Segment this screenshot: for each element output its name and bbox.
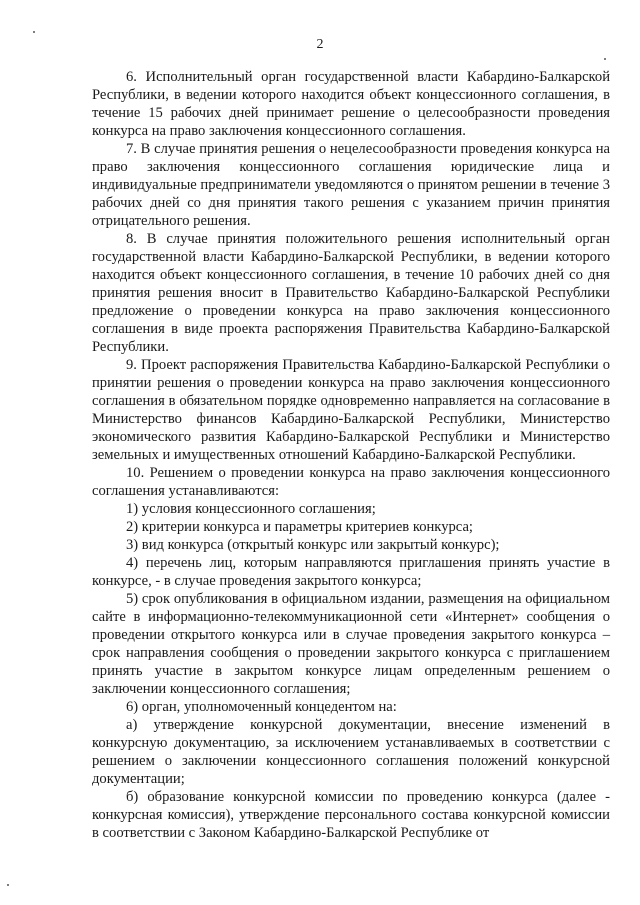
sub-item-b: б) образование конкурсной комиссии по проведению конкурса (далее - конкурсная комиссия), утверждение персонального состава конкурсной комиссии в соответствии с Законом Кабардино-Балкарской Республике от bbox=[92, 789, 610, 841]
scan-speck bbox=[604, 58, 606, 60]
paragraph-7: 7. В случае принятия решения о нецелесообразности проведения конкурса на право заключения концессионного соглашения юридические лица и индивидуальные предприниматели уведомляются о принятом решении в течение 3 рабочих дней со дня принятия такого решения с указанием причин принятия отрицательного решения. bbox=[92, 141, 610, 229]
paragraph-6: 6. Исполнительный орган государственной власти Кабардино-Балкарской Республики, в ведении которого находится объект концессионного соглашения, в течение 15 рабочих дней принимает решение о целесообразности проведения конкурса на право заключения концессионного соглашения. bbox=[92, 69, 610, 139]
scan-speck bbox=[33, 31, 35, 33]
paragraph-8: 8. В случае принятия положительного решения исполнительный орган государственной власти Кабардино-Балкарской Республики, в ведении которого находится объект концессионного соглашения, в течение 10 рабочих дней со дня принятия решения вносит в Правительство Кабардино-Балкарской Республики предложение о проведении конкурса на право заключения концессионного соглашения в виде проекта распоряжения Правительства Кабардино-Балкарской Республики. bbox=[92, 231, 610, 355]
page-number: 2 bbox=[316, 37, 324, 52]
paragraph-10: 10. Решением о проведении конкурса на право заключения концессионного соглашения устанавливаются: bbox=[92, 465, 610, 499]
list-item-1: 1) условия концессионного соглашения; bbox=[126, 501, 376, 517]
list-item-5: 5) срок опубликования в официальном издании, размещения на официальном сайте в информационно-телекоммуникационной сети «Интернет» сообщения о проведении открытого конкурса или в случае проведения закрытого конкурса – срок направления сообщения о проведении закрытого конкурса с приглашением принять участие в закрытом конкурсе лицам определенным решением о заключении концессионного соглашения; bbox=[92, 591, 610, 697]
scan-speck bbox=[7, 884, 9, 886]
list-item-2: 2) критерии конкурса и параметры критериев конкурса; bbox=[126, 519, 473, 535]
list-item-6: 6) орган, уполномоченный концедентом на: bbox=[126, 699, 397, 715]
sub-item-a: а) утверждение конкурсной документации, внесение изменений в конкурсную документацию, за исключением устанавливаемых в соответствии с решением о заключении концессионного соглашения положений конкурсной документации; bbox=[92, 717, 610, 787]
document-body bbox=[92, 68, 610, 842]
list-item-3: 3) вид конкурса (открытый конкурс или закрытый конкурс); bbox=[126, 537, 500, 553]
paragraph-9: 9. Проект распоряжения Правительства Кабардино-Балкарской Республики о принятии решения о проведении конкурса на право заключения концессионного соглашения в обязательном порядке одновременно направляется на согласование в Министерство финансов Кабардино-Балкарской Республики, Министерство экономического развития Кабардино-Балкарской Республики и Министерство земельных и имущественных отношений Кабардино-Балкарской Республики. bbox=[92, 357, 610, 463]
list-item-4: 4) перечень лиц, которым направляются приглашения принять участие в конкурсе, - в случае проведения закрытого конкурса; bbox=[92, 555, 610, 589]
